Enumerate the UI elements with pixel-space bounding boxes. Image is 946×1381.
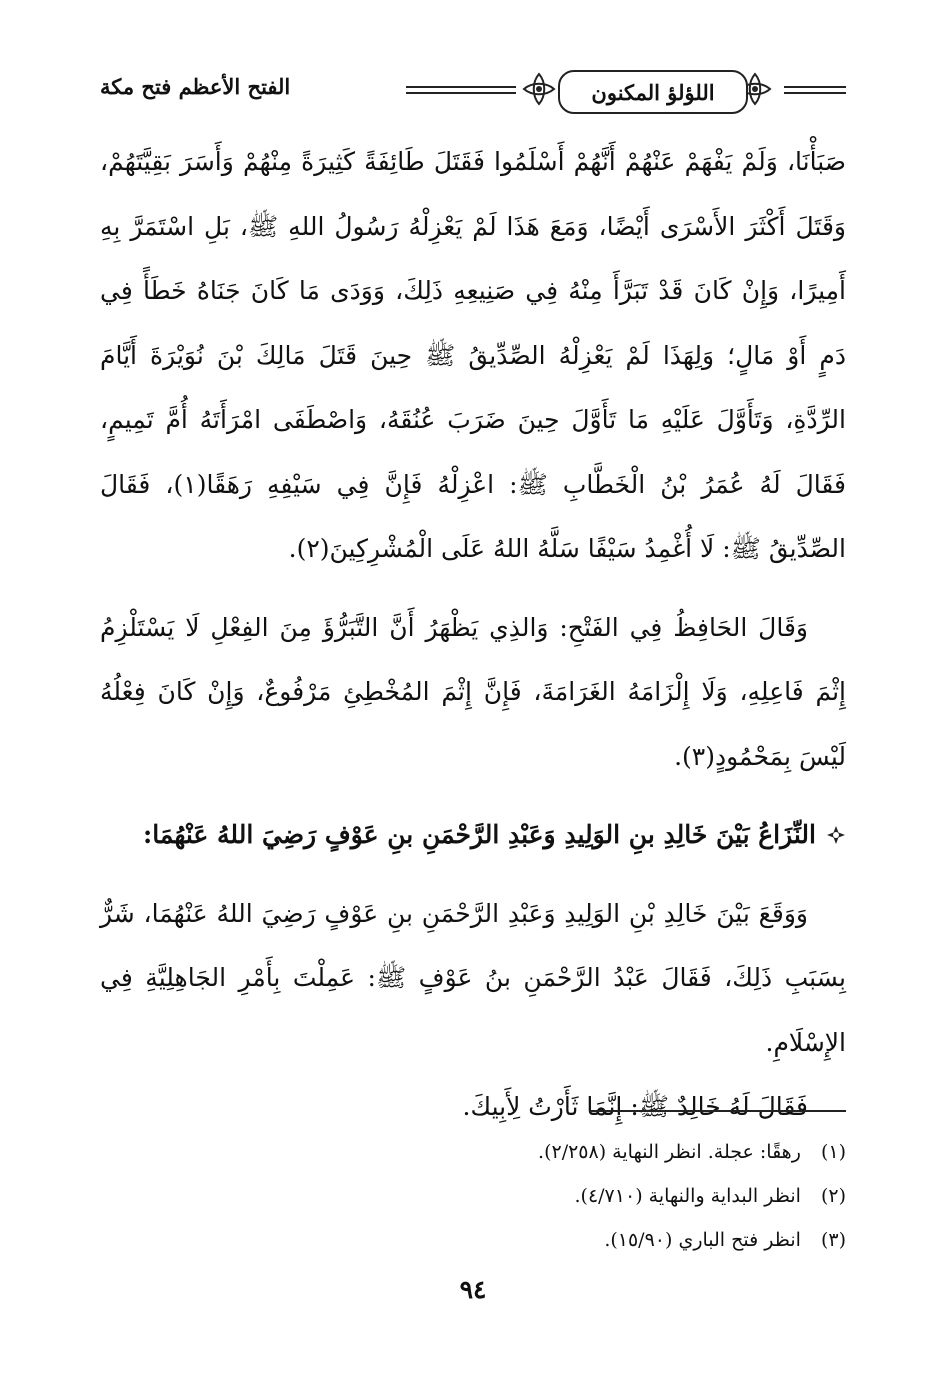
flower-bullet-icon bbox=[826, 825, 846, 845]
section-heading-text: النِّزَاعُ بَيْنَ خَالِدِ بنِ الوَلِيدِ وَعَبْدِ الرَّحْمَنِ بنِ عَوْفٍ رَضِيَ اللهُ عَنْهُمَا: bbox=[143, 820, 816, 849]
ornament-icon bbox=[522, 72, 556, 106]
page-number: ٩٤ bbox=[459, 1275, 487, 1304]
footnote-text: رهقًا: عجلة. انظر النهاية (٢/٢٥٨). bbox=[538, 1141, 801, 1163]
paragraph: صَبَأْنَا، وَلَمْ يَفْهَمْ عَنْهُمْ أَنَّهُمْ أَسْلَمُوا فَقَتَلَ طَائِفَةً كَثِيرَةً مِنْهُمْ وَأَسَرَ بَقِيَّتَهُمْ، وَقَتَلَ أَكْثَرَ الأَسْرَى أَيْضًا، وَمَعَ هَذَا لَمْ يَعْزِلْهُ رَسُولُ اللهِ ﷺ، بَلِ اسْتَمَرَّ بِهِ أَمِيرًا، وَإِنْ كَانَ قَدْ تَبَرَّأَ مِنْهُ فِي صَنِيعِهِ ذَلِكَ، وَوَدَى مَا كَانَ جَنَاهُ خَطَأً فِي دَمٍ أَوْ مَالٍ؛ وَلِهَذَا لَمْ يَعْزِلْهُ الصِّدِّيقُ ﷺ حِينَ قَتَلَ مَالِكَ بْنَ نُوَيْرَةَ أَيَّامَ الرِّدَّةِ، وَتَأَوَّلَ عَلَيْهِ مَا تَأَوَّلَ حِينَ ضَرَبَ عُنُقَهُ، وَاصْطَفَى امْرَأَتَهُ أُمَّ تَمِيمٍ، فَقَالَ لَهُ عُمَرُ بْنُ الْخَطَّابِ ﷺ: اعْزِلْهُ فَإِنَّ فِي سَيْفِهِ رَهَقًا(١)، فَقَالَ الصِّدِّيقُ ﷺ: لَا أُغْمِدُ سَيْفًا سَلَّهُ اللهُ عَلَى الْمُشْرِكِينَ(٢). bbox=[100, 147, 846, 563]
section-heading bbox=[100, 803, 846, 868]
paragraph: وَقَالَ الحَافِظُ فِي الفَتْحِ: وَالذِي يَظْهَرُ أَنَّ التَّبَرُّؤَ مِنَ الفِعْلِ لَا يَسْتَلْزِمُ إِثْمَ فَاعِلِهِ، وَلَا إِلْزَامَهُ الغَرَامَةَ، فَإِنَّ إِثْمَ المُخْطِئِ مَرْفُوعٌ، وَإِنْ كَانَ فِعْلُهُ لَيْسَ بِمَحْمُودٍ(٣). bbox=[100, 612, 846, 771]
footnote bbox=[100, 1174, 846, 1218]
footnote-number: (١) bbox=[820, 1141, 846, 1163]
main-text bbox=[100, 130, 846, 1140]
footnote-text: انظر فتح الباري (١٥/٩٠). bbox=[604, 1229, 801, 1251]
footnote-number: (٢) bbox=[820, 1185, 846, 1207]
footnote-number: (٣) bbox=[820, 1229, 846, 1251]
chapter-title: الفتح الأعظم فتح مكة bbox=[100, 74, 291, 99]
footnote bbox=[100, 1130, 846, 1174]
book-title: اللؤلؤ المكنون bbox=[558, 70, 748, 114]
running-header bbox=[100, 62, 846, 118]
footnotes bbox=[100, 1130, 846, 1262]
header-rule-right bbox=[784, 86, 846, 94]
footnote bbox=[100, 1218, 846, 1262]
paragraph: وَوَقَعَ بَيْنَ خَالِدِ بْنِ الوَلِيدِ وَعَبْدِ الرَّحْمَنِ بنِ عَوْفٍ رَضِيَ اللهُ عَنْهُمَا، شَرٌّ بِسَبَبِ ذَلِكَ، فَقَالَ عَبْدُ الرَّحْمَنِ بنُ عَوْفٍ ﷺ: عَمِلْتَ بِأَمْرِ الجَاهِلِيَّةِ فِي الإِسْلَامِ. bbox=[100, 898, 846, 1057]
footnote-divider bbox=[590, 1110, 846, 1112]
header-rule-left bbox=[406, 86, 516, 94]
footnote-text: انظر البداية والنهاية (٤/٧١٠). bbox=[574, 1185, 801, 1207]
paragraph: فَقَالَ لَهُ خَالِدٌ ﷺ: إِنَّمَا ثَأَرْتُ لِأَبِيكَ. bbox=[462, 1092, 808, 1121]
